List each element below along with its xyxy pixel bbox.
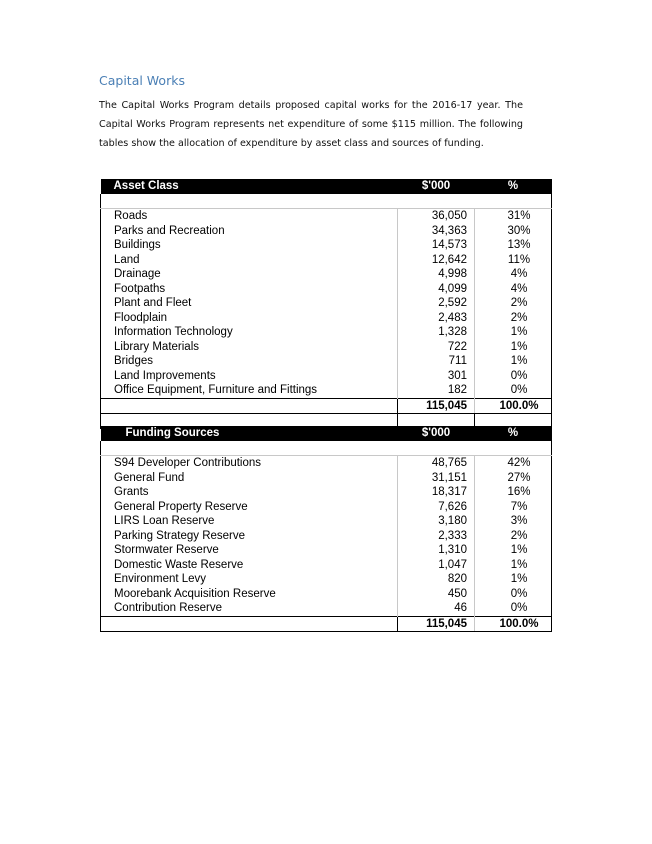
row-percent: 42% bbox=[475, 456, 552, 471]
table-row bbox=[101, 543, 552, 558]
asset-class-table bbox=[100, 179, 552, 429]
row-label: Land bbox=[101, 253, 398, 268]
row-percent: 7% bbox=[475, 500, 552, 515]
row-label: Contribution Reserve bbox=[101, 601, 398, 616]
table-row bbox=[101, 369, 552, 384]
table-row bbox=[101, 253, 552, 268]
total-label bbox=[101, 398, 398, 414]
row-percent: 3% bbox=[475, 514, 552, 529]
table-row bbox=[101, 209, 552, 224]
table-row bbox=[101, 572, 552, 587]
row-value: 4,998 bbox=[398, 267, 475, 282]
row-label: Footpaths bbox=[101, 282, 398, 297]
funding-pct-header: % bbox=[475, 426, 552, 441]
row-label: Plant and Fleet bbox=[101, 296, 398, 311]
row-label: Library Materials bbox=[101, 340, 398, 355]
row-percent: 1% bbox=[475, 354, 552, 369]
row-label: Bridges bbox=[101, 354, 398, 369]
row-label: S94 Developer Contributions bbox=[101, 456, 398, 471]
row-label: Parking Strategy Reserve bbox=[101, 529, 398, 544]
row-percent: 11% bbox=[475, 253, 552, 268]
row-label: General Property Reserve bbox=[101, 500, 398, 515]
row-value: 2,592 bbox=[398, 296, 475, 311]
table-row bbox=[101, 601, 552, 616]
row-value: 2,483 bbox=[398, 311, 475, 326]
row-label: Floodplain bbox=[101, 311, 398, 326]
row-value: 31,151 bbox=[398, 471, 475, 486]
row-label: Roads bbox=[101, 209, 398, 224]
row-label: Land Improvements bbox=[101, 369, 398, 384]
total-row bbox=[101, 616, 552, 632]
row-label: Stormwater Reserve bbox=[101, 543, 398, 558]
total-label bbox=[101, 616, 398, 632]
blank-row bbox=[101, 194, 552, 209]
row-value: 46 bbox=[398, 601, 475, 616]
row-value: 722 bbox=[398, 340, 475, 355]
funding-sources-table bbox=[100, 426, 552, 632]
row-label: Parks and Recreation bbox=[101, 224, 398, 239]
row-percent: 0% bbox=[475, 587, 552, 602]
row-value: 182 bbox=[398, 383, 475, 398]
table-row bbox=[101, 500, 552, 515]
row-percent: 30% bbox=[475, 224, 552, 239]
total-percent: 100.0% bbox=[475, 616, 552, 632]
row-percent: 0% bbox=[475, 369, 552, 384]
row-label: Moorebank Acquisition Reserve bbox=[101, 587, 398, 602]
row-label: Office Equipment, Furniture and Fittings bbox=[101, 383, 398, 398]
row-value: 14,573 bbox=[398, 238, 475, 253]
table-row bbox=[101, 471, 552, 486]
row-percent: 27% bbox=[475, 471, 552, 486]
table-row bbox=[101, 354, 552, 369]
asset-class-header: Asset Class bbox=[101, 179, 398, 194]
table-row bbox=[101, 485, 552, 500]
row-percent: 1% bbox=[475, 558, 552, 573]
row-percent: 1% bbox=[475, 543, 552, 558]
table-row bbox=[101, 311, 552, 326]
row-value: 36,050 bbox=[398, 209, 475, 224]
row-value: 1,328 bbox=[398, 325, 475, 340]
row-label: Information Technology bbox=[101, 325, 398, 340]
row-percent: 13% bbox=[475, 238, 552, 253]
row-label: Grants bbox=[101, 485, 398, 500]
asset-pct-header: % bbox=[475, 179, 552, 194]
row-value: 1,047 bbox=[398, 558, 475, 573]
row-value: 3,180 bbox=[398, 514, 475, 529]
row-value: 301 bbox=[398, 369, 475, 384]
row-value: 48,765 bbox=[398, 456, 475, 471]
asset-table-header bbox=[101, 179, 552, 194]
asset-value-header: $'000 bbox=[398, 179, 475, 194]
total-row bbox=[101, 398, 552, 414]
row-percent: 2% bbox=[475, 296, 552, 311]
table-row bbox=[101, 587, 552, 602]
row-percent: 4% bbox=[475, 267, 552, 282]
row-percent: 31% bbox=[475, 209, 552, 224]
table-row bbox=[101, 224, 552, 239]
table-row bbox=[101, 514, 552, 529]
row-percent: 1% bbox=[475, 340, 552, 355]
row-label: Domestic Waste Reserve bbox=[101, 558, 398, 573]
total-percent: 100.0% bbox=[475, 398, 552, 414]
table-row bbox=[101, 267, 552, 282]
intro-paragraph: The Capital Works Program details proposed capital works for the 2016-17 year. The Capital Works Program represents net expenditure of some $115 million. The following tables show the allocation of expenditure by asset class and sources of funding. bbox=[99, 100, 523, 149]
table-row bbox=[101, 340, 552, 355]
funding-sources-header: Funding Sources bbox=[101, 426, 398, 441]
table-row bbox=[101, 558, 552, 573]
row-label: Drainage bbox=[101, 267, 398, 282]
blank-row bbox=[101, 441, 552, 456]
table-row bbox=[101, 456, 552, 471]
row-label: General Fund bbox=[101, 471, 398, 486]
row-value: 18,317 bbox=[398, 485, 475, 500]
row-value: 820 bbox=[398, 572, 475, 587]
row-label: LIRS Loan Reserve bbox=[101, 514, 398, 529]
table-row bbox=[101, 383, 552, 398]
row-percent: 2% bbox=[475, 529, 552, 544]
section-heading: Capital Works bbox=[99, 73, 185, 88]
table-row bbox=[101, 238, 552, 253]
row-percent: 16% bbox=[475, 485, 552, 500]
row-label: Environment Levy bbox=[101, 572, 398, 587]
funding-value-header: $'000 bbox=[398, 426, 475, 441]
row-percent: 0% bbox=[475, 601, 552, 616]
table-row bbox=[101, 325, 552, 340]
row-value: 12,642 bbox=[398, 253, 475, 268]
row-value: 2,333 bbox=[398, 529, 475, 544]
row-value: 450 bbox=[398, 587, 475, 602]
row-percent: 4% bbox=[475, 282, 552, 297]
row-value: 7,626 bbox=[398, 500, 475, 515]
row-percent: 1% bbox=[475, 572, 552, 587]
row-percent: 2% bbox=[475, 311, 552, 326]
row-label: Buildings bbox=[101, 238, 398, 253]
row-value: 4,099 bbox=[398, 282, 475, 297]
table-row bbox=[101, 529, 552, 544]
funding-table-header bbox=[101, 426, 552, 441]
total-value: 115,045 bbox=[398, 398, 475, 414]
row-value: 711 bbox=[398, 354, 475, 369]
row-value: 1,310 bbox=[398, 543, 475, 558]
table-row bbox=[101, 282, 552, 297]
table-row bbox=[101, 296, 552, 311]
total-value: 115,045 bbox=[398, 616, 475, 632]
row-percent: 0% bbox=[475, 383, 552, 398]
row-percent: 1% bbox=[475, 325, 552, 340]
row-value: 34,363 bbox=[398, 224, 475, 239]
